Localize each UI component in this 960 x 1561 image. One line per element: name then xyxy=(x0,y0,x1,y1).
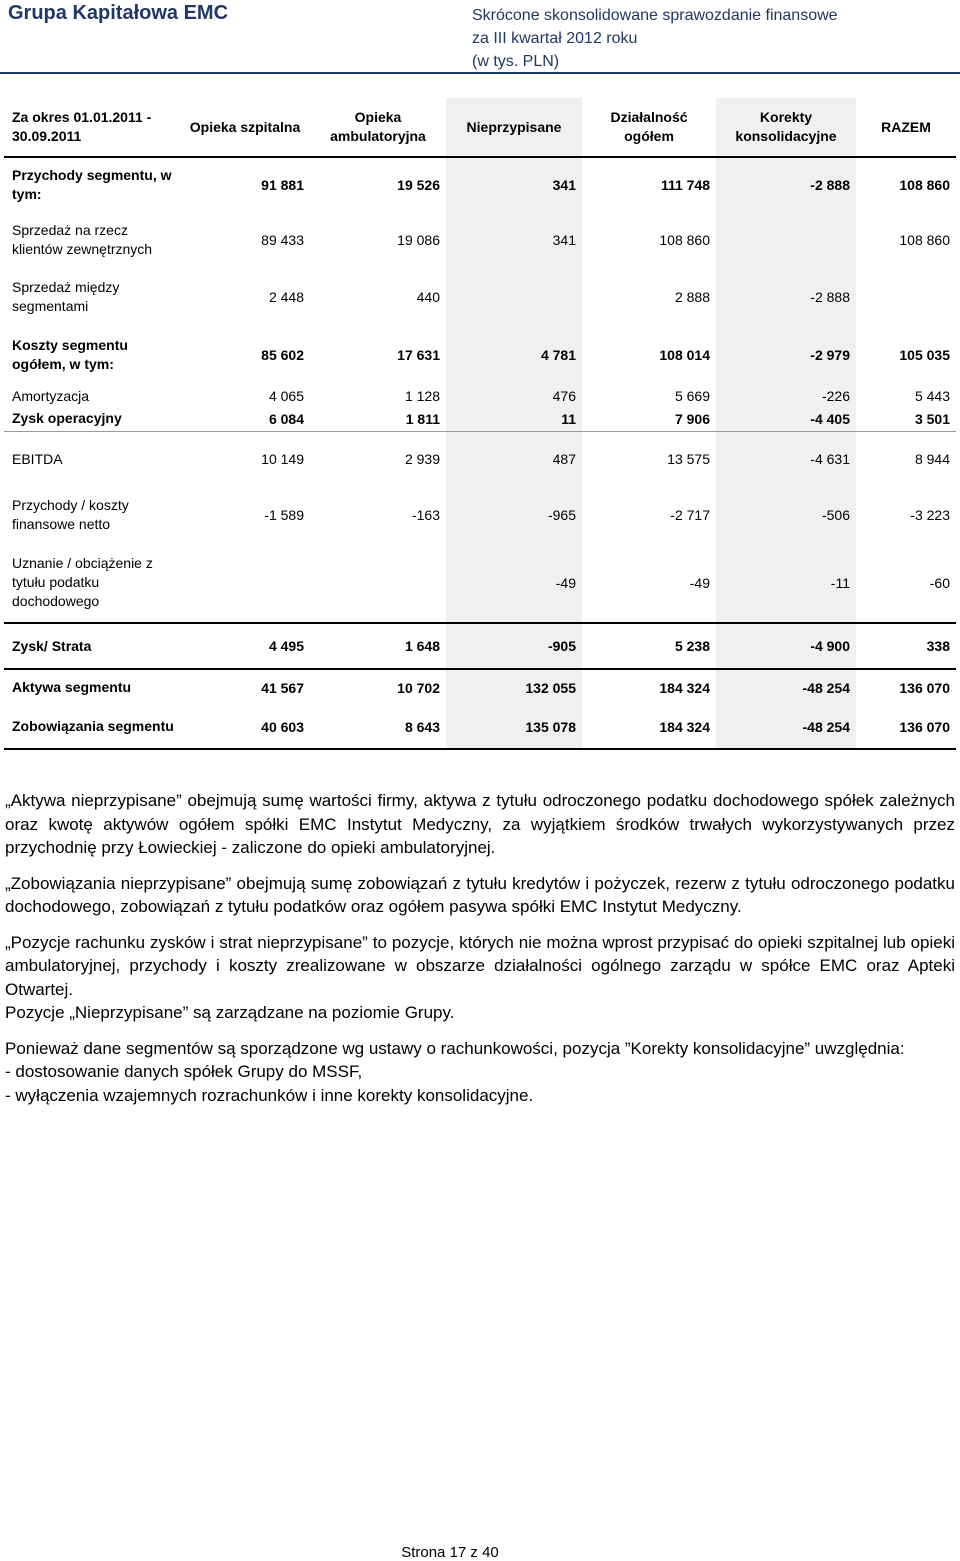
row-label: Sprzedaż na rzecz klientów zewnętrznych xyxy=(12,222,153,257)
row-label: Aktywa segmentu xyxy=(12,679,132,695)
page-footer xyxy=(0,1544,960,1561)
row-label: Sprzedaż między segmentami xyxy=(12,279,120,314)
table-cell: 136 070 xyxy=(856,705,956,749)
table-cell: 135 078 xyxy=(446,705,582,749)
table-cell: 132 055 xyxy=(446,669,582,705)
column-header: Nieprzypisane xyxy=(446,98,582,157)
table-row xyxy=(4,407,956,431)
note-paragraph: „Pozycje rachunku zysków i strat nieprzypisane” to pozycje, których nie można wprost przypisać do opieki szpitalnej lub opieki ambulatoryjnej, przychody i koszty zrealizowane w obszarze działalności ogólnego zarządu w spółce EMC oraz Apteki Otwartej. xyxy=(5,932,955,999)
table-cell: 1 811 xyxy=(310,407,446,431)
row-label: Zysk operacyjny xyxy=(4,407,180,431)
table-row xyxy=(4,543,956,623)
table-cell: 476 xyxy=(446,385,582,407)
table-cell: 19 086 xyxy=(397,232,440,248)
row-label: EBITDA xyxy=(12,450,63,467)
table-header-row xyxy=(4,98,956,157)
note-paragraph: „Aktywa nieprzypisane” obejmują sumę wartości firmy, aktywa z tytułu odroczonego podatku dochodowego spółek zależnych oraz kwotę aktywów ogółem spółki EMC Instytut Medyczny, za wyjątkiem środków trwałych wykorzystywanych przez przychodnię przy Łowieckiej - zaliczone do opieki ambulatoryjnej. xyxy=(5,791,955,857)
table-cell: -49 xyxy=(582,543,716,623)
row-label: Zysk/ Strata xyxy=(4,623,180,669)
table-cell: 3 501 xyxy=(856,407,956,431)
table-cell: -2 717 xyxy=(670,507,710,523)
table-cell: -4 405 xyxy=(716,407,856,431)
table-cell: 5 238 xyxy=(582,623,716,669)
table-cell: 5 669 xyxy=(674,388,710,404)
table-cell xyxy=(180,543,310,623)
table-cell: -4 900 xyxy=(716,623,856,669)
row-label: Przychody / koszty finansowe netto xyxy=(12,497,129,532)
table-cell: 136 070 xyxy=(899,679,950,696)
table-cell: 108 014 xyxy=(659,347,710,363)
table-cell: -226 xyxy=(716,385,856,407)
table-cell: -3 223 xyxy=(910,507,950,523)
note-paragraph: Ponieważ dane segmentów są sporządzone wg ustawy o rachunkowości, pozycja ”Korekty konsolidacyjne” uwzględnia: xyxy=(5,1038,905,1058)
table-row xyxy=(4,431,956,487)
table-cell: -48 254 xyxy=(716,669,856,705)
row-label: Zobowiązania segmentu xyxy=(4,705,180,749)
table-cell: 10 702 xyxy=(397,679,440,696)
table-cell: 85 602 xyxy=(261,347,304,363)
table-cell: -506 xyxy=(716,487,856,543)
table-cell: 40 603 xyxy=(180,705,310,749)
report-title xyxy=(472,4,932,73)
table-cell: -905 xyxy=(446,623,582,669)
table-cell: 184 324 xyxy=(659,679,710,696)
segment-table xyxy=(4,98,956,750)
table-cell: 111 748 xyxy=(582,157,716,211)
table-cell: 5 443 xyxy=(914,388,950,404)
table-row xyxy=(4,385,956,407)
column-header: Opieka ambulatoryjna xyxy=(330,109,426,144)
table-row xyxy=(4,623,956,669)
column-header: Działalność ogółem xyxy=(610,109,688,144)
table-row xyxy=(4,325,956,385)
table-cell: 41 567 xyxy=(261,679,304,696)
table-cell: 1 648 xyxy=(310,623,446,669)
table-row xyxy=(4,669,956,705)
table-cell: -965 xyxy=(446,487,582,543)
table-cell: 8 643 xyxy=(310,705,446,749)
column-header: Korekty konsolidacyjne xyxy=(716,98,856,157)
table-cell xyxy=(716,211,856,269)
note-paragraph: „Zobowiązania nieprzypisane” obejmują sumę zobowiązań z tytułu kredytów i pożyczek, rezerw z tytułu odroczonego podatku dochodowego, zobowiązań z tytułu podatków oraz ogółem pasywa spółki EMC Instytut Medyczny. xyxy=(5,873,955,916)
table-cell: -1 589 xyxy=(264,507,304,523)
report-title-line: za III kwartał 2012 roku xyxy=(472,30,638,47)
table-cell: -60 xyxy=(856,543,956,623)
table-cell: 4 065 xyxy=(268,388,304,404)
table-row xyxy=(4,211,956,269)
table-cell: -11 xyxy=(716,543,856,623)
report-title-line: (w tys. PLN) xyxy=(472,53,560,70)
note-list-item: - dostosowanie danych spółek Grupy do MSSF, xyxy=(5,1062,363,1081)
table-cell: -2 979 xyxy=(716,325,856,385)
table-cell: 10 149 xyxy=(261,451,304,468)
table-cell: 11 xyxy=(446,407,582,431)
table-cell: 341 xyxy=(446,157,582,211)
table-cell: 440 xyxy=(416,289,440,305)
table-cell: 108 860 xyxy=(899,232,950,248)
row-label: Uznanie / obciążenie z tytułu podatku dochodowego xyxy=(4,543,180,623)
report-title-line: Skrócone skonsolidowane sprawozdanie finansowe xyxy=(472,7,838,24)
table-cell: 1 128 xyxy=(404,388,440,404)
table-cell xyxy=(446,269,582,325)
note-paragraph: Pozycje „Nieprzypisane” są zarządzane na poziomie Grupy. xyxy=(5,1003,455,1022)
table-cell: 4 781 xyxy=(446,325,582,385)
column-header: Opieka szpitalna xyxy=(189,118,301,135)
table-cell: -2 888 xyxy=(716,157,856,211)
table-cell: 108 860 xyxy=(659,232,710,248)
table-cell: 341 xyxy=(446,211,582,269)
table-cell xyxy=(310,543,446,623)
table-cell: 108 860 xyxy=(856,157,956,211)
table-cell: 17 631 xyxy=(397,347,440,363)
table-cell: 338 xyxy=(856,623,956,669)
column-header: RAZEM xyxy=(881,118,931,135)
row-label: Amortyzacja xyxy=(12,387,90,404)
table-cell: 4 495 xyxy=(180,623,310,669)
table-cell: 19 526 xyxy=(310,157,446,211)
table-cell: -163 xyxy=(411,507,440,523)
table-row xyxy=(4,705,956,749)
table-cell: 89 433 xyxy=(261,232,304,248)
table-cell: 6 084 xyxy=(180,407,310,431)
page-number: Strona 17 z 40 xyxy=(401,1544,499,1561)
row-label: Koszty segmentu ogółem, w tym: xyxy=(12,337,128,372)
table-cell: 105 035 xyxy=(899,347,950,363)
table-row xyxy=(4,487,956,543)
table-row xyxy=(4,269,956,325)
table-cell: 2 888 xyxy=(674,289,710,305)
table-cell: 184 324 xyxy=(582,705,716,749)
note-list-item: - wyłączenia wzajemnych rozrachunków i inne korekty konsolidacyjne. xyxy=(5,1085,534,1105)
table-cell: -49 xyxy=(446,543,582,623)
table-cell: 487 xyxy=(446,431,582,487)
table-cell: -2 888 xyxy=(716,269,856,325)
column-header-period: Za okres 01.01.2011 - 30.09.2011 xyxy=(12,109,152,144)
table-cell: 13 575 xyxy=(667,451,710,468)
table-cell: 2 939 xyxy=(404,451,440,468)
header-divider xyxy=(0,72,960,74)
table-cell: -4 631 xyxy=(716,431,856,487)
table-row xyxy=(4,157,956,211)
table-cell: 2 448 xyxy=(268,289,304,305)
table-cell: -48 254 xyxy=(716,705,856,749)
table-cell xyxy=(856,269,956,325)
table-cell: 91 881 xyxy=(180,157,310,211)
notes-section xyxy=(5,789,955,1107)
table-cell: 7 906 xyxy=(582,407,716,431)
company-name: Grupa Kapitałowa EMC xyxy=(8,2,229,24)
row-label: Przychody segmentu, w tym: xyxy=(4,157,180,211)
table-cell: 8 944 xyxy=(914,451,950,468)
page-header xyxy=(0,0,960,72)
